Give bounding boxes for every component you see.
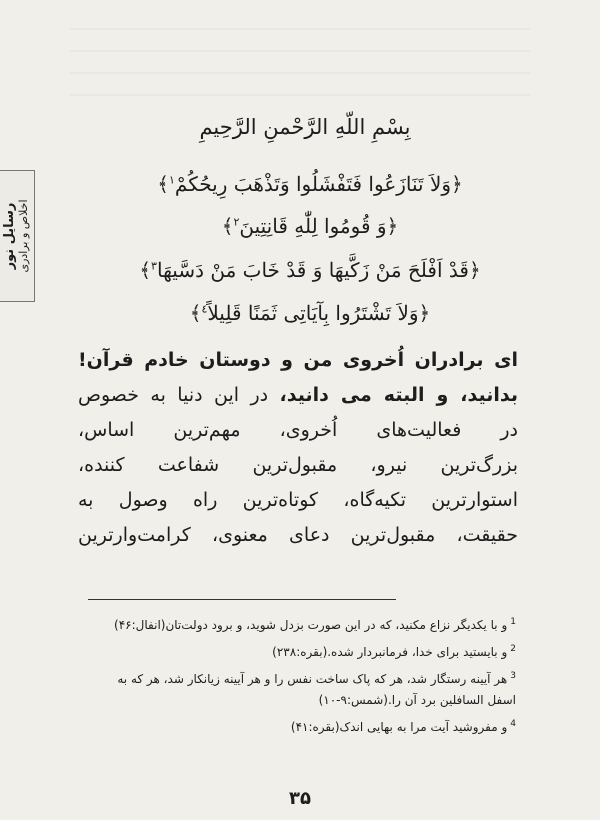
footnote-text: هر آیینه رستگار شد، هر که پاک ساخت نفس را و هر آیینه زیانکار شد، هر که به اسفل السافلین برد آن را.(شمس:۹-۱۰) (117, 672, 516, 707)
verse-ref: ٣ (151, 259, 157, 273)
footnote-2 (86, 639, 516, 663)
footnote-number: 2 (510, 644, 516, 654)
body-line-1: ای برادران اُخروی من و دوستان خادم قرآن! (78, 349, 518, 371)
verse-close: ﴾ (189, 301, 202, 325)
body-line-5: استوارترین تکیه‌گاه، کوتاه‌ترین راه وصول به (78, 489, 518, 511)
verse-1 (110, 172, 510, 196)
footnote-number: 1 (510, 617, 516, 627)
footnote-3 (86, 666, 516, 711)
verse-text: ﴿قَدْ اَفْلَحَ مَنْ زَكَّيهَا وَ قَدْ خَابَ مَنْ دَسَّيهَا (156, 258, 481, 282)
body-line-4: بزرگ‌ترین نیرو، مقبول‌ترین شفاعت کننده، (78, 454, 518, 476)
page-number: ۳۵ (289, 788, 311, 809)
footnote-number: 3 (510, 671, 516, 681)
verse-4 (110, 301, 510, 325)
footnote-divider (88, 599, 396, 600)
footnote-1 (86, 612, 516, 636)
side-tab-text (3, 199, 31, 272)
side-tab-title: رسایل نور (2, 202, 17, 270)
verse-ref: ٢ (233, 215, 240, 229)
footnote-text: و بایستید برای خدا، فرمانبردار شده.(بقره:۲۳۸) (272, 645, 508, 659)
verse-close: ﴾ (139, 258, 152, 282)
verse-close: ﴾ (157, 172, 169, 196)
verse-ref: ١ (168, 173, 175, 187)
footnote-4 (86, 714, 516, 738)
body-line-2-bold: بدانید، و البته می دانید، (279, 384, 518, 406)
verse-text: ﴿وَ قُومُوا لِلّٰهِ قَانِتِينَ (239, 214, 399, 238)
verse-text: ﴿وَلاَ تَشْتَرُوا بِآيَاتِى ثَمَنًا قَلِيلاً (207, 301, 431, 325)
footnotes (86, 612, 516, 741)
footnote-text: و مفروشید آیت مرا به بهایی اندک(بقره:۴۱) (290, 720, 508, 734)
verse-close: ﴾ (221, 214, 234, 238)
body-line-6: حقیقت، مقبول‌ترین دعای معنوی، کرامت‌وارترین (78, 524, 518, 546)
verse-ref: ٤ (201, 302, 208, 316)
footnote-text: و با یکدیگر نزاع مکنید، که در این صورت بزدل شوید، و برود دولت‌تان(انفال:۴۶) (114, 618, 508, 632)
body-paragraph (78, 343, 518, 553)
body-line-2 (78, 378, 518, 413)
bismillah-heading: بِسْمِ اللّهِ الرَّحْمنِ الرَّحِيمِ (199, 115, 411, 139)
verse-3 (110, 258, 510, 282)
side-tab (0, 170, 35, 302)
side-tab-subtitle: اخلاص و برادری (17, 199, 30, 273)
verse-2 (110, 214, 510, 238)
footnote-number: 4 (510, 719, 516, 729)
body-line-3: در فعالیت‌های اُخروی، مهم‌ترین اساس، (78, 419, 518, 441)
verse-text: ﴿وَلاَ تَنَازَعُوا فَتَفْشَلُوا وَتَذْهَبَ رِيحُكُمْ (174, 172, 463, 196)
bleed-through-texture (70, 8, 530, 98)
body-line-2-rest: در این دنیا به خصوص (78, 384, 280, 406)
